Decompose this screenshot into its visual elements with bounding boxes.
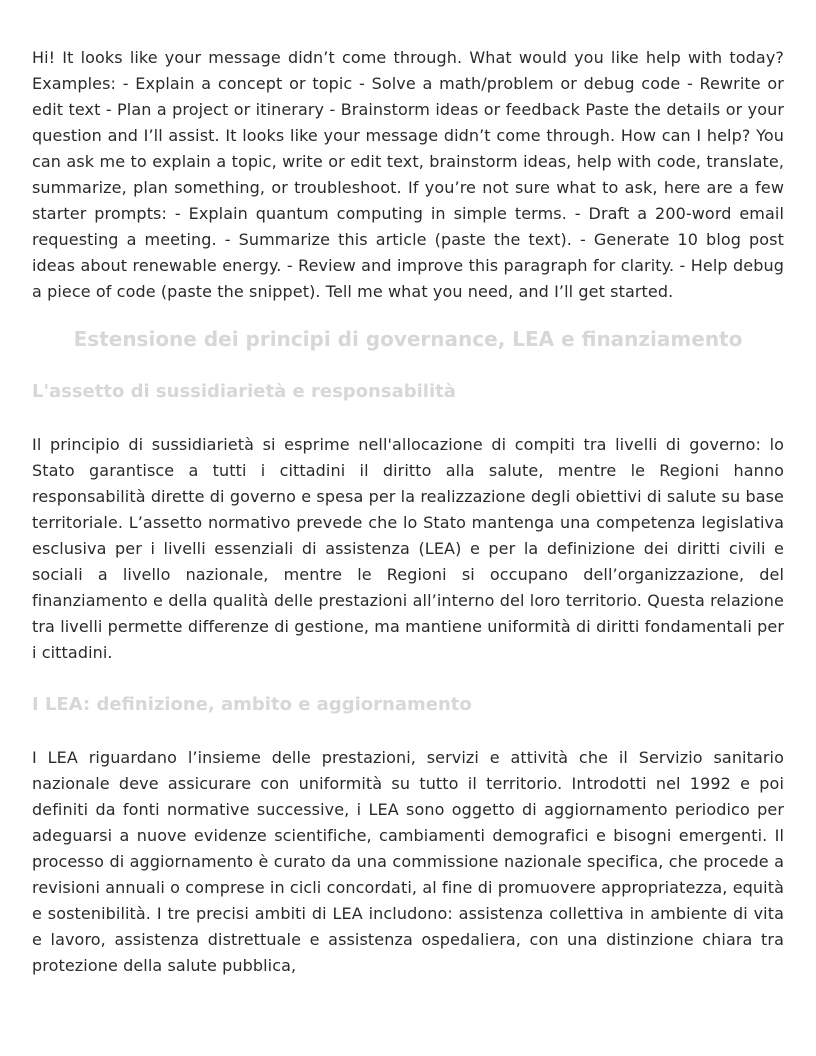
section-body-sussidiarieta: Il principio di sussidiarietà si esprime nell'allocazione di compiti tra livelli di governo: lo Stato garantisce a tutti i cittadini il diritto alla salute, mentre le Regioni hanno responsabilità dirette di governo e spesa per la realizzazione degli obiettivi di salute su base territoriale. L’assetto normativo prevede che lo Stato mantenga una competenza legislativa esclusiva per i livelli essenziali di assistenza (LEA) e per la definizione dei diritti civili e sociali a livello nazionale, mentre le Regioni si occupano dell’organizzazione, del finanziamento e della qualità delle prestazioni all’interno del loro territorio. Questa relazione tra livelli permette differenze di gestione, ma mantiene uniformità di diritti fondamentali per i cittadini. (32, 435, 784, 662)
section-heading-sussidiarieta: L'assetto di sussidiarietà e responsabilità (32, 381, 456, 402)
section-body-lea: I LEA riguardano l’insieme delle prestazioni, servizi e attività che il Servizio sanitario nazionale deve assicurare con uniformità su tutto il territorio. Introdotti nel 1992 e poi definiti da fonti normative successive, i LEA sono oggetto di aggiornamento periodico per adeguarsi a nuove evidenze scientifiche, cambiamenti demografici e bisogni emergenti. Il processo di aggiornamento è curato da una commissione nazionale specifica, che procede a revisioni annuali o comprese in cicli concordati, al fine di promuovere appropriatezza, equità e sostenibilità. I tre precisi ambiti di LEA includono: assistenza collettiva in ambiente di vita e lavoro, assistenza distrettuale e assistenza ospedaliera, con una distinzione chiara tra protezione della salute pubblica, (32, 748, 784, 975)
section-heading-lea: I LEA: definizione, ambito e aggiornamento (32, 694, 472, 715)
intro-paragraph: Hi! It looks like your message didn’t come through. What would you like help with today? Examples: - Explain a concept or topic - Solve a math/problem or debug code - Rewrite or edit text - Plan a project or itinerary - Brainstorm ideas or feedback Paste the details or your question and I’ll assist. It looks like your message didn’t come through. How can I help? You can ask me to explain a topic, write or edit text, brainstorm ideas, help with code, translate, summarize, plan something, or troubleshoot. If you’re not sure what to ask, here are a few starter prompts: - Explain quantum computing in simple terms. - Draft a 200-word email requesting a meeting. - Summarize this article (paste the text). - Generate 10 blog post ideas about renewable energy. - Review and improve this paragraph for clarity. - Help debug a piece of code (paste the snippet). Tell me what you need, and I’ll get started. (32, 48, 784, 301)
document-title: Estensione dei principi di governance, LEA e finanziamento (73, 327, 743, 351)
